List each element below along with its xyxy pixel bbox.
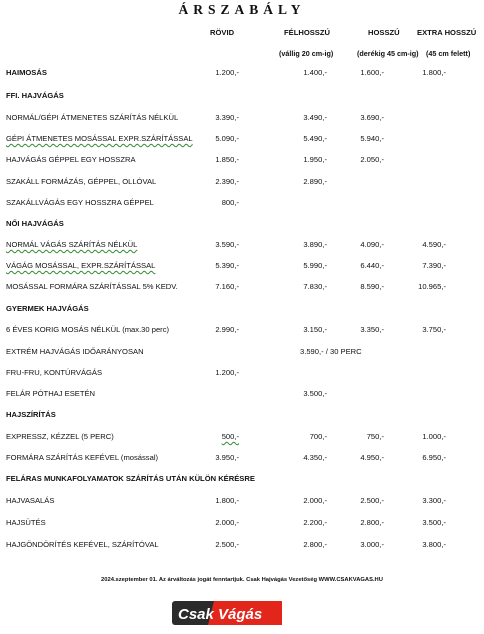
price-medium: 3.500,- bbox=[303, 389, 327, 398]
column-header-medium: FÉLHOSSZÚ bbox=[284, 28, 330, 37]
price-medium: 5.990,- bbox=[303, 261, 327, 270]
table-row bbox=[0, 134, 484, 146]
price-long: 4.950,- bbox=[360, 453, 384, 462]
price-extra: 3.300,- bbox=[422, 496, 446, 505]
price-short: 3.950,- bbox=[215, 453, 239, 462]
price-medium: 2.800,- bbox=[303, 540, 327, 549]
table-row bbox=[0, 198, 484, 210]
price-medium: 3.890,- bbox=[303, 240, 327, 249]
service-label: SZAKÁLLVÁGÁS EGY HOSSZRA GÉPPEL bbox=[6, 198, 154, 207]
column-note-medium: (vállig 20 cm-ig) bbox=[279, 49, 334, 58]
price-short: 3.590,- bbox=[215, 240, 239, 249]
price-medium: 5.490,- bbox=[303, 134, 327, 143]
section-label: NŐI HAJVÁGÁS bbox=[6, 219, 64, 228]
price-extra: 1.800,- bbox=[422, 68, 446, 77]
price-medium: 2.000,- bbox=[303, 496, 327, 505]
table-row bbox=[0, 453, 484, 465]
column-note-extra: (45 cm felett) bbox=[426, 49, 471, 58]
price-extra: 3.750,- bbox=[422, 325, 446, 334]
service-label: FORMÁRA SZÁRÍTÁS KEFÉVEL (mosással) bbox=[6, 453, 159, 462]
price-short: 5.090,- bbox=[215, 134, 239, 143]
table-row bbox=[0, 155, 484, 167]
price-short: 3.390,- bbox=[215, 113, 239, 122]
price-long: 750,- bbox=[366, 432, 384, 441]
price-short: 2.390,- bbox=[215, 177, 239, 186]
table-row bbox=[0, 347, 484, 359]
price-short: 1.200,- bbox=[215, 68, 239, 77]
service-label: VÁGÁG MOSÁSSAL, EXPR.SZÁRÍTÁSSAL bbox=[6, 261, 156, 270]
price-short: 1.800,- bbox=[215, 496, 239, 505]
table-row bbox=[0, 282, 484, 294]
service-label: NORMÁL VÁGÁS SZÁRÍTÁS NÉLKÜL bbox=[6, 240, 138, 249]
price-long: 5.940,- bbox=[360, 134, 384, 143]
price-short: 2.000,- bbox=[215, 518, 239, 527]
column-note-long: (derékig 45 cm-ig) bbox=[357, 49, 419, 58]
price-medium: 2.200,- bbox=[303, 518, 327, 527]
price-extra: 3.500,- bbox=[422, 518, 446, 527]
price-medium: 700,- bbox=[309, 432, 327, 441]
page-title: ÁRSZABÁLY bbox=[178, 2, 306, 17]
service-label: FELÁR PÓTHAJ ESETÉN bbox=[6, 389, 96, 398]
service-label: MOSÁSSAL FORMÁRA SZÁRÍTÁSSAL 5% KEDV. bbox=[6, 282, 178, 291]
service-label: FRU-FRU, KONTÚRVÁGÁS bbox=[6, 368, 103, 377]
price-medium: 3.490,- bbox=[303, 113, 327, 122]
section-header-row bbox=[0, 219, 484, 231]
column-header-long: HOSSZÚ bbox=[368, 28, 400, 37]
price-long: 2.050,- bbox=[360, 155, 384, 164]
price-long: 6.440,- bbox=[360, 261, 384, 270]
service-label: GÉPI ÁTMENETES MOSÁSSAL EXPR.SZÁRÍTÁSSAL bbox=[6, 134, 193, 143]
price-long: 8.590,- bbox=[360, 282, 384, 291]
price-medium: 4.350,- bbox=[303, 453, 327, 462]
table-row bbox=[0, 518, 484, 530]
service-label: HAJVASALÁS bbox=[6, 496, 55, 505]
column-header-extra: EXTRA HOSSZÚ bbox=[417, 28, 477, 37]
price-medium: 1.950,- bbox=[303, 155, 327, 164]
service-label: EXTRÉM HAJVÁGÁS IDŐARÁNYOSAN bbox=[6, 347, 144, 356]
service-label: NORMÁL/GÉPI ÁTMENETES SZÁRÍTÁS NÉLKÜL bbox=[6, 113, 179, 122]
price-extra: 6.950,- bbox=[422, 453, 446, 462]
section-header-row bbox=[0, 91, 484, 103]
table-row bbox=[0, 113, 484, 125]
section-header-row bbox=[0, 410, 484, 422]
price-long: 4.090,- bbox=[360, 240, 384, 249]
price-extra: 4.590,- bbox=[422, 240, 446, 249]
price-extra: 7.390,- bbox=[422, 261, 446, 270]
table-row bbox=[0, 240, 484, 252]
price-short: 1.200,- bbox=[215, 368, 239, 377]
price-long: 3.690,- bbox=[360, 113, 384, 122]
table-row bbox=[0, 261, 484, 273]
price-long: 3.350,- bbox=[360, 325, 384, 334]
service-label: HAJGÖNDÖRÍTÉS KEFÉVEL, SZÁRÍTÓVAL bbox=[6, 540, 159, 549]
price-long: 2.800,- bbox=[360, 518, 384, 527]
section-label: HAJSZÍRÍTÁS bbox=[6, 410, 56, 419]
column-header-short: RÖVID bbox=[210, 28, 235, 37]
section-header-row bbox=[0, 474, 484, 486]
csak-vagas-logo bbox=[168, 598, 286, 628]
price-medium: 3.150,- bbox=[303, 325, 327, 334]
price-extra: 1.000,- bbox=[422, 432, 446, 441]
section-label: FELÁRAS MUNKAFOLYAMATOK SZÁRÍTÁS UTÁN KÜLÖN KÉRÉSRE bbox=[6, 474, 255, 483]
price-long: 3.000,- bbox=[360, 540, 384, 549]
table-row bbox=[0, 540, 484, 552]
table-row bbox=[0, 432, 484, 444]
table-row bbox=[0, 496, 484, 508]
section-label: GYERMEK HAJVÁGÁS bbox=[6, 304, 89, 313]
service-label: HAJVÁGÁS GÉPPEL EGY HOSSZRA bbox=[6, 155, 136, 164]
price-hourly: 3.590,- / 30 PERC bbox=[300, 347, 362, 356]
price-short: 2.990,- bbox=[215, 325, 239, 334]
table-row bbox=[0, 325, 484, 337]
price-long: 2.500,- bbox=[360, 496, 384, 505]
price-medium: 1.400,- bbox=[303, 68, 327, 77]
section-header-row bbox=[0, 68, 484, 80]
price-extra: 10.965,- bbox=[418, 282, 446, 291]
price-medium: 2.890,- bbox=[303, 177, 327, 186]
footer-note: 2024.szeptember 01. Az árváltozás jogát fenntartjuk. Csak Hajvágás Vezetőség WWW.CSAKVAGAS.HU bbox=[101, 577, 383, 583]
price-medium: 7.830,- bbox=[303, 282, 327, 291]
logo-word-2: Vágás bbox=[218, 606, 263, 623]
section-label: HAIMOSÁS bbox=[6, 68, 47, 77]
price-extra: 3.800,- bbox=[422, 540, 446, 549]
service-label: HAJSÜTÉS bbox=[6, 518, 46, 527]
price-short: 1.850,- bbox=[215, 155, 239, 164]
service-label: 6 ÉVES KORIG MOSÁS NÉLKÜL (max.30 perc) bbox=[6, 325, 170, 334]
price-short: 2.500,- bbox=[215, 540, 239, 549]
service-label: SZAKÁLL FORMÁZÁS, GÉPPEL, OLLÓVAL bbox=[6, 177, 157, 186]
price-short: 5.390,- bbox=[215, 261, 239, 270]
service-label: EXPRESSZ, KÉZZEL (5 PERC) bbox=[6, 432, 114, 441]
logo-word-1: Csak bbox=[178, 606, 214, 623]
table-row bbox=[0, 368, 484, 380]
table-row bbox=[0, 389, 484, 401]
section-header-row bbox=[0, 304, 484, 316]
price-short: 7.160,- bbox=[215, 282, 239, 291]
table-row bbox=[0, 177, 484, 189]
price-short: 500,- bbox=[221, 432, 239, 441]
price-short: 800,- bbox=[221, 198, 239, 207]
price-long: 1.600,- bbox=[360, 68, 384, 77]
section-label: FFI. HAJVÁGÁS bbox=[6, 91, 64, 100]
